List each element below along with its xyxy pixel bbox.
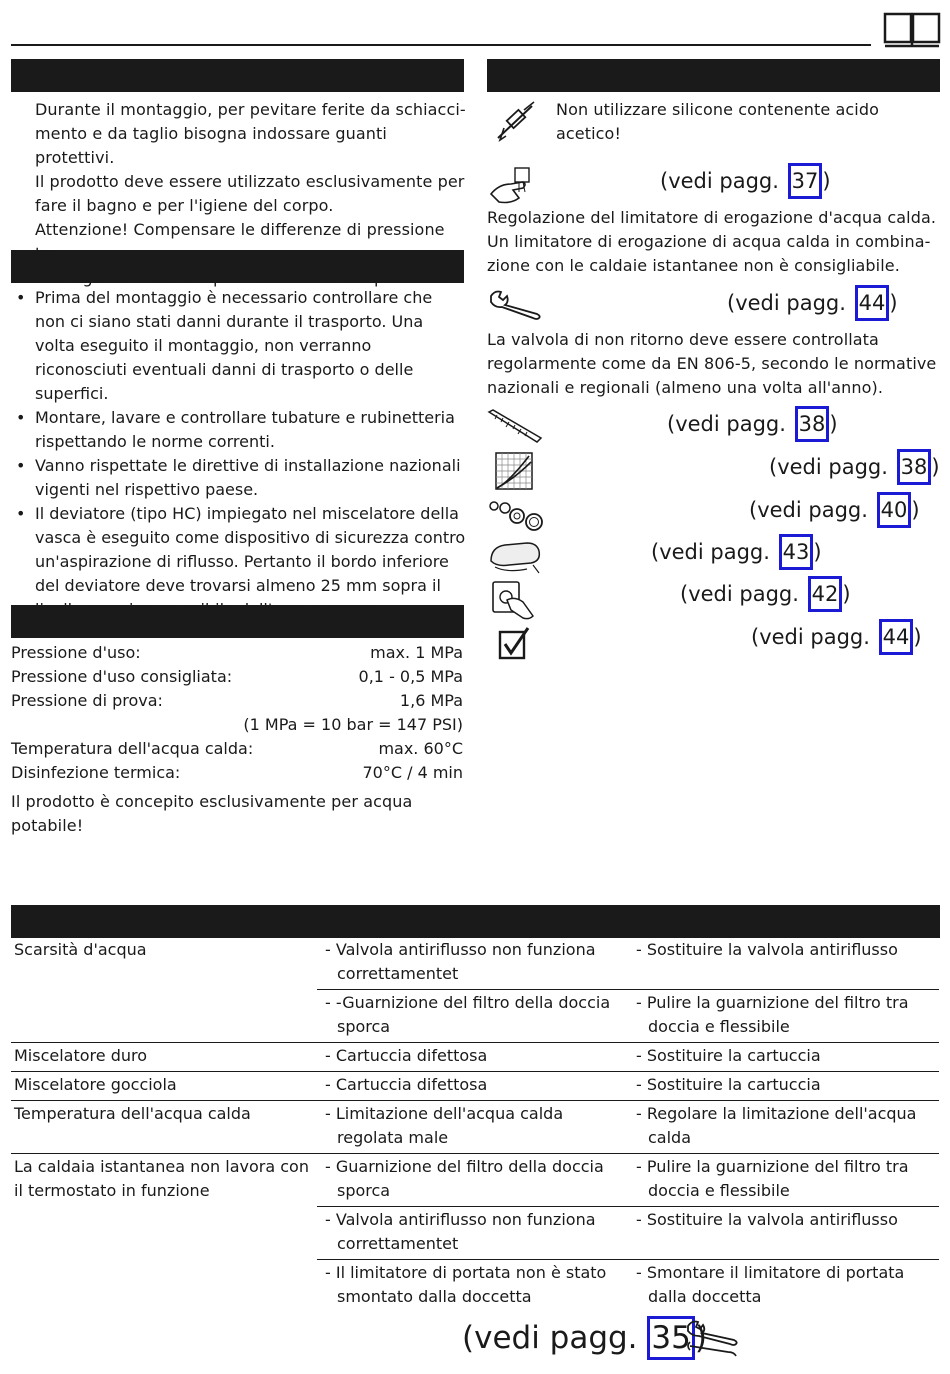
page-reference: (vedi pagg. 37 ) xyxy=(660,163,831,199)
page-link-44[interactable]: 44 xyxy=(855,285,890,321)
header-rule xyxy=(11,44,871,46)
page-link-38[interactable]: 38 xyxy=(897,449,932,485)
page-reference: (vedi pagg. 38 ) xyxy=(769,449,940,485)
hot-water-limiter-text: Regolazione del limitatore di erogazione d'acqua calda. Un limitatore di erogazione di acqua calda in combina-zione con le caldaie istantanee non è consigliabile. xyxy=(487,208,937,275)
table-row: Miscelatore gocciola - Cartuccia difettosa - Sostituire la cartuccia xyxy=(11,1072,939,1101)
table-row: Scarsità d'acqua - Valvola antiriflusso non funziona correttamentet - Sostituire la valvola antiriflusso xyxy=(11,937,939,990)
checkmark-icon xyxy=(498,626,530,660)
page-link-37[interactable]: 37 xyxy=(788,163,823,199)
page-reference: (vedi pagg. 44 ) xyxy=(751,619,922,655)
page-link-38[interactable]: 38 xyxy=(795,406,830,442)
page-link-44[interactable]: 44 xyxy=(879,619,914,655)
book-icon xyxy=(883,12,941,48)
list-item: • Il deviatore (tipo HC) impiegato nel miscelatore della vasca è eseguito come dispositivo di sicurezza contro un'aspirazione di riflusso. Pertanto il bordo inferiore del deviatore deve trovarsi almeno 25 mm sopra il livello massimo possibile dell'acqua sporca. xyxy=(14,502,466,622)
bottom-page-reference: (vedi pagg. 35 ) xyxy=(462,1316,707,1360)
table-row: - Il limitatore di portata non è stato smontato dalla doccetta - Smontare il limitatore di portata dalla doccetta xyxy=(325,1263,905,1306)
potable-water-note: Il prodotto è concepito esclusivamente per acqua potabile! xyxy=(11,792,413,835)
table-row: Temperatura dell'acqua calda - Limitazione dell'acqua calda regolata male - Regolare la limitazione dell'acqua calda xyxy=(11,1101,939,1154)
list-item: • Vanno rispettate le direttive di installazione nazionali vigenti nel rispettivo paese. xyxy=(14,454,466,502)
silicone-gun-icon xyxy=(494,100,538,142)
page-link-35[interactable]: 35 xyxy=(647,1316,694,1360)
section-bar-safety xyxy=(11,59,464,92)
wrench-icon xyxy=(487,288,543,320)
hand-cleaning-icon xyxy=(489,164,537,206)
table-row: - Valvola antiriflusso non funziona correttamentet - Sostituire la valvola antiriflusso xyxy=(11,1207,939,1260)
check-valve-text: La valvola di non ritorno deve essere controllata regolarmente come da EN 806-5, secondo le normative nazionali e regionali (almeno una volta all'anno). xyxy=(487,330,937,397)
installation-bullet-list xyxy=(14,286,466,622)
page-reference: (vedi pagg. 38 ) xyxy=(667,406,838,442)
table-row: - -Guarnizione del filtro della doccia sporca - Pulire la guarnizione del filtro tra doccia e flessibile xyxy=(11,990,939,1043)
hand-cleaning-surface-icon xyxy=(487,535,545,575)
hand-operating-icon xyxy=(489,578,537,620)
page-reference: (vedi pagg. 44 ) xyxy=(727,285,898,321)
page-link-42[interactable]: 42 xyxy=(808,576,843,612)
table-row: La caldaia istantanea non lavora con il termostato in funzione - Guarnizione del filtro della doccia sporca - Pulire la guarnizione del filtro tra doccia e flessibile xyxy=(11,1154,939,1207)
silicone-warning-text: Non utilizzare silicone contenente acido acetico! xyxy=(556,100,879,143)
page-reference: (vedi pagg. 43 ) xyxy=(651,534,822,570)
flow-diagram-icon xyxy=(495,452,533,490)
page-link-40[interactable]: 40 xyxy=(877,492,912,528)
troubleshooting-table xyxy=(11,937,939,1312)
table-row: Miscelatore duro - Cartuccia difettosa - Sostituire la cartuccia xyxy=(11,1043,939,1072)
ruler-icon xyxy=(487,408,543,446)
section-bar-troubleshooting xyxy=(11,905,940,938)
page-link-43[interactable]: 43 xyxy=(779,534,814,570)
page-reference: (vedi pagg. 40 ) xyxy=(749,492,920,528)
list-item: • Montare, lavare e controllare tubature e rubinetteria rispettando le norme correnti. xyxy=(14,406,466,454)
safety-text: Durante il montaggio, per pevitare ferite da schiacci- mento e da taglio bisogna indossare guanti protettivi. Il prodotto deve essere utilizzato esclusivamente per fare il bagno e per l'igiene del corpo. Attenzione! Compensare le differenze di pressione tra i collegamenti dell'acqua fredda e dell'acqua calda. xyxy=(35,100,466,287)
list-item: • Prima del montaggio è necessario controllare che non ci siano stati danni durante il trasporto. Una volta eseguito il montaggio, non verranno riconosciuti eventuali danni di trasporto o delle superfici. xyxy=(14,286,466,406)
tools-icon xyxy=(684,1318,740,1358)
spare-parts-icon xyxy=(487,494,545,534)
section-bar-notes xyxy=(487,59,940,92)
page-reference: (vedi pagg. 42 ) xyxy=(680,576,851,612)
